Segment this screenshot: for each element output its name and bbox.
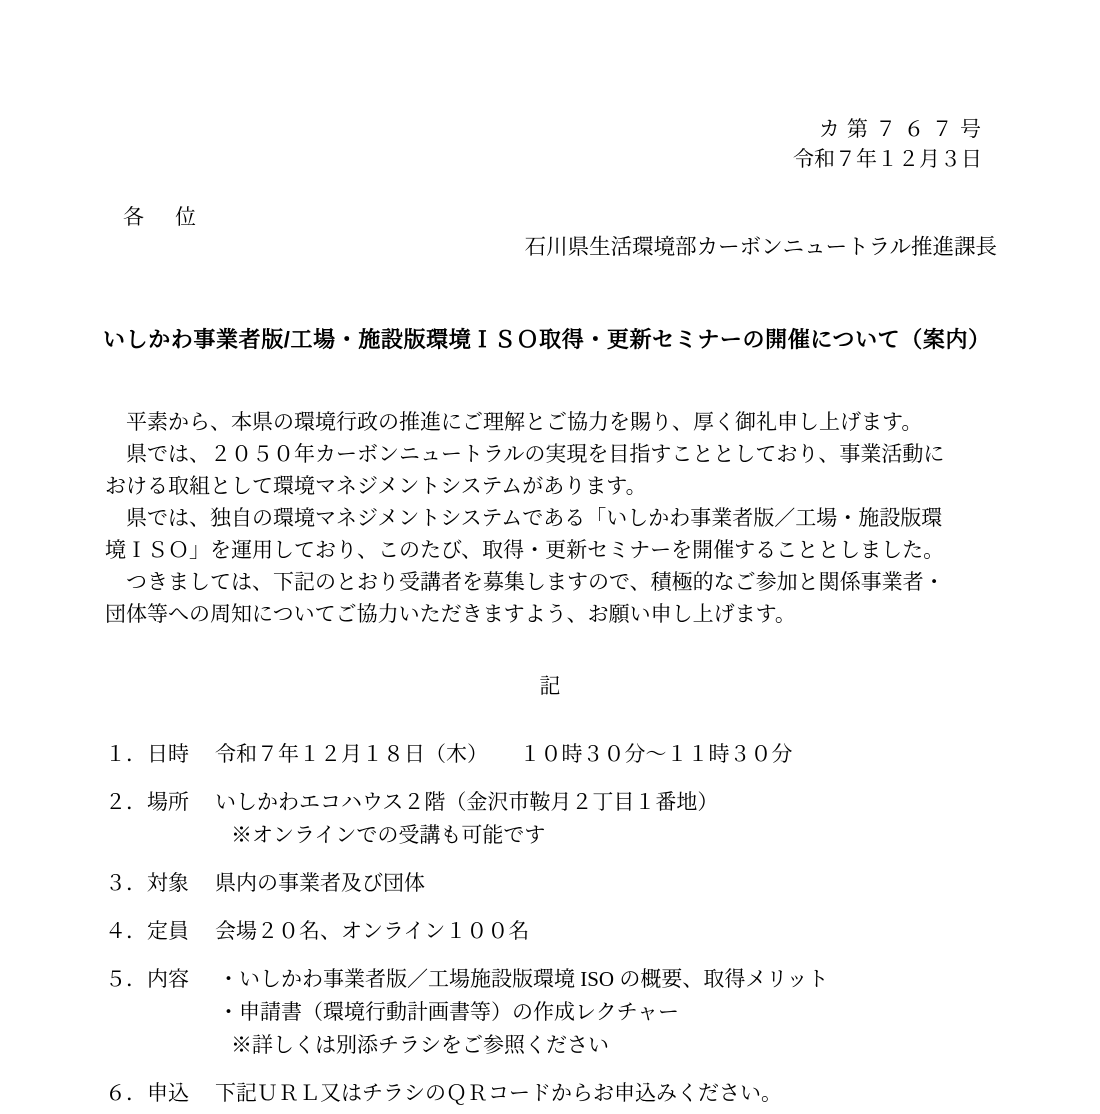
item-datetime (105, 738, 1100, 771)
item-value: 下記ＵＲＬ又はチラシのＱＲコードからお申込みください。 (215, 1081, 782, 1105)
item-value: ・いしかわ事業者版／工場施設版環境 ISO の概要、取得メリット (218, 967, 829, 991)
body-paragraph-1-line-1: 平素から、本県の環境行政の推進にご理解とご協力を賜り、厚く御礼申し上げます。 (105, 410, 923, 434)
item-value: ・申請書（環境行動計画書等）の作成レクチャー (218, 1000, 679, 1024)
body-text (0, 406, 1025, 630)
addressee: 各 位 (123, 205, 201, 229)
item-value: いしかわエコハウス２階（金沢市鞍月２丁目１番地） (215, 790, 719, 814)
item-application (105, 1077, 1100, 1110)
item-line (105, 996, 1100, 1029)
document-number: カ 第 ７ ６ ７ 号 (818, 117, 982, 141)
document-date: 令和７年１２月３日 (793, 147, 982, 171)
item-line (105, 1029, 1100, 1062)
body-paragraph-4-line-2: 団体等への周知についてご協力いただきますよう、お願い申し上げます。 (105, 602, 796, 626)
item-number-label: ２．場所 (105, 790, 189, 814)
item-head-spacer (105, 1029, 215, 1062)
item-value: 令和７年１２月１８日（木） １０時３０分～１１時３０分 (215, 742, 793, 766)
item-value: 会場２０名、オンライン１００名 (215, 919, 530, 943)
item-number-label: ３．対象 (105, 871, 189, 895)
document-header (0, 0, 1100, 174)
item-line (105, 867, 1100, 900)
body-paragraph-2-line-1: 県では、２０５０年カーボンニュートラルの実現を目指すこととしており、事業活動に (105, 442, 945, 466)
document-title: いしかわ事業者版/工場・施設版環境ＩＳＯ取得・更新セミナーの開催について（案内） (103, 327, 991, 352)
kigaki-section (0, 738, 1100, 1110)
item-contents (105, 963, 1100, 1062)
item-line (105, 819, 1100, 852)
ki-marker: 記 (539, 674, 561, 698)
item-number-label: ６．申込 (105, 1081, 189, 1105)
body-paragraph-3-line-1: 県では、独自の環境マネジメントシステムである「いしかわ事業者版／工場・施設版環 (105, 506, 943, 530)
item-location (105, 786, 1100, 852)
item-line (105, 915, 1100, 948)
item-capacity (105, 915, 1100, 948)
item-target (105, 867, 1100, 900)
body-paragraph-4-line-1: つきましては、下記のとおり受講者を募集しますので、積極的なご参加と関係事業者・ (105, 570, 945, 594)
item-number-label: ５．内容 (105, 967, 189, 991)
item-line (105, 786, 1100, 819)
item-line (105, 1077, 1100, 1110)
item-head-spacer (105, 996, 215, 1029)
item-line (105, 963, 1100, 996)
item-line (105, 738, 1100, 771)
item-note: ※オンラインでの受講も可能です (231, 823, 546, 847)
body-paragraph-3-line-2: 境ＩＳＯ」を運用しており、このたび、取得・更新セミナーを開催することとしました。 (105, 538, 945, 562)
item-value: 県内の事業者及び団体 (215, 871, 425, 895)
item-note: ※詳しくは別添チラシをご参照ください (231, 1033, 609, 1057)
body-paragraph-2-line-2: おける取組として環境マネジメントシステムがあります。 (105, 474, 647, 498)
item-number-label: ４．定員 (105, 919, 189, 943)
item-number-label: １．日時 (105, 742, 189, 766)
item-head-spacer (105, 819, 215, 852)
sender-title: 石川県生活環境部カーボンニュートラル推進課長 (524, 235, 997, 259)
